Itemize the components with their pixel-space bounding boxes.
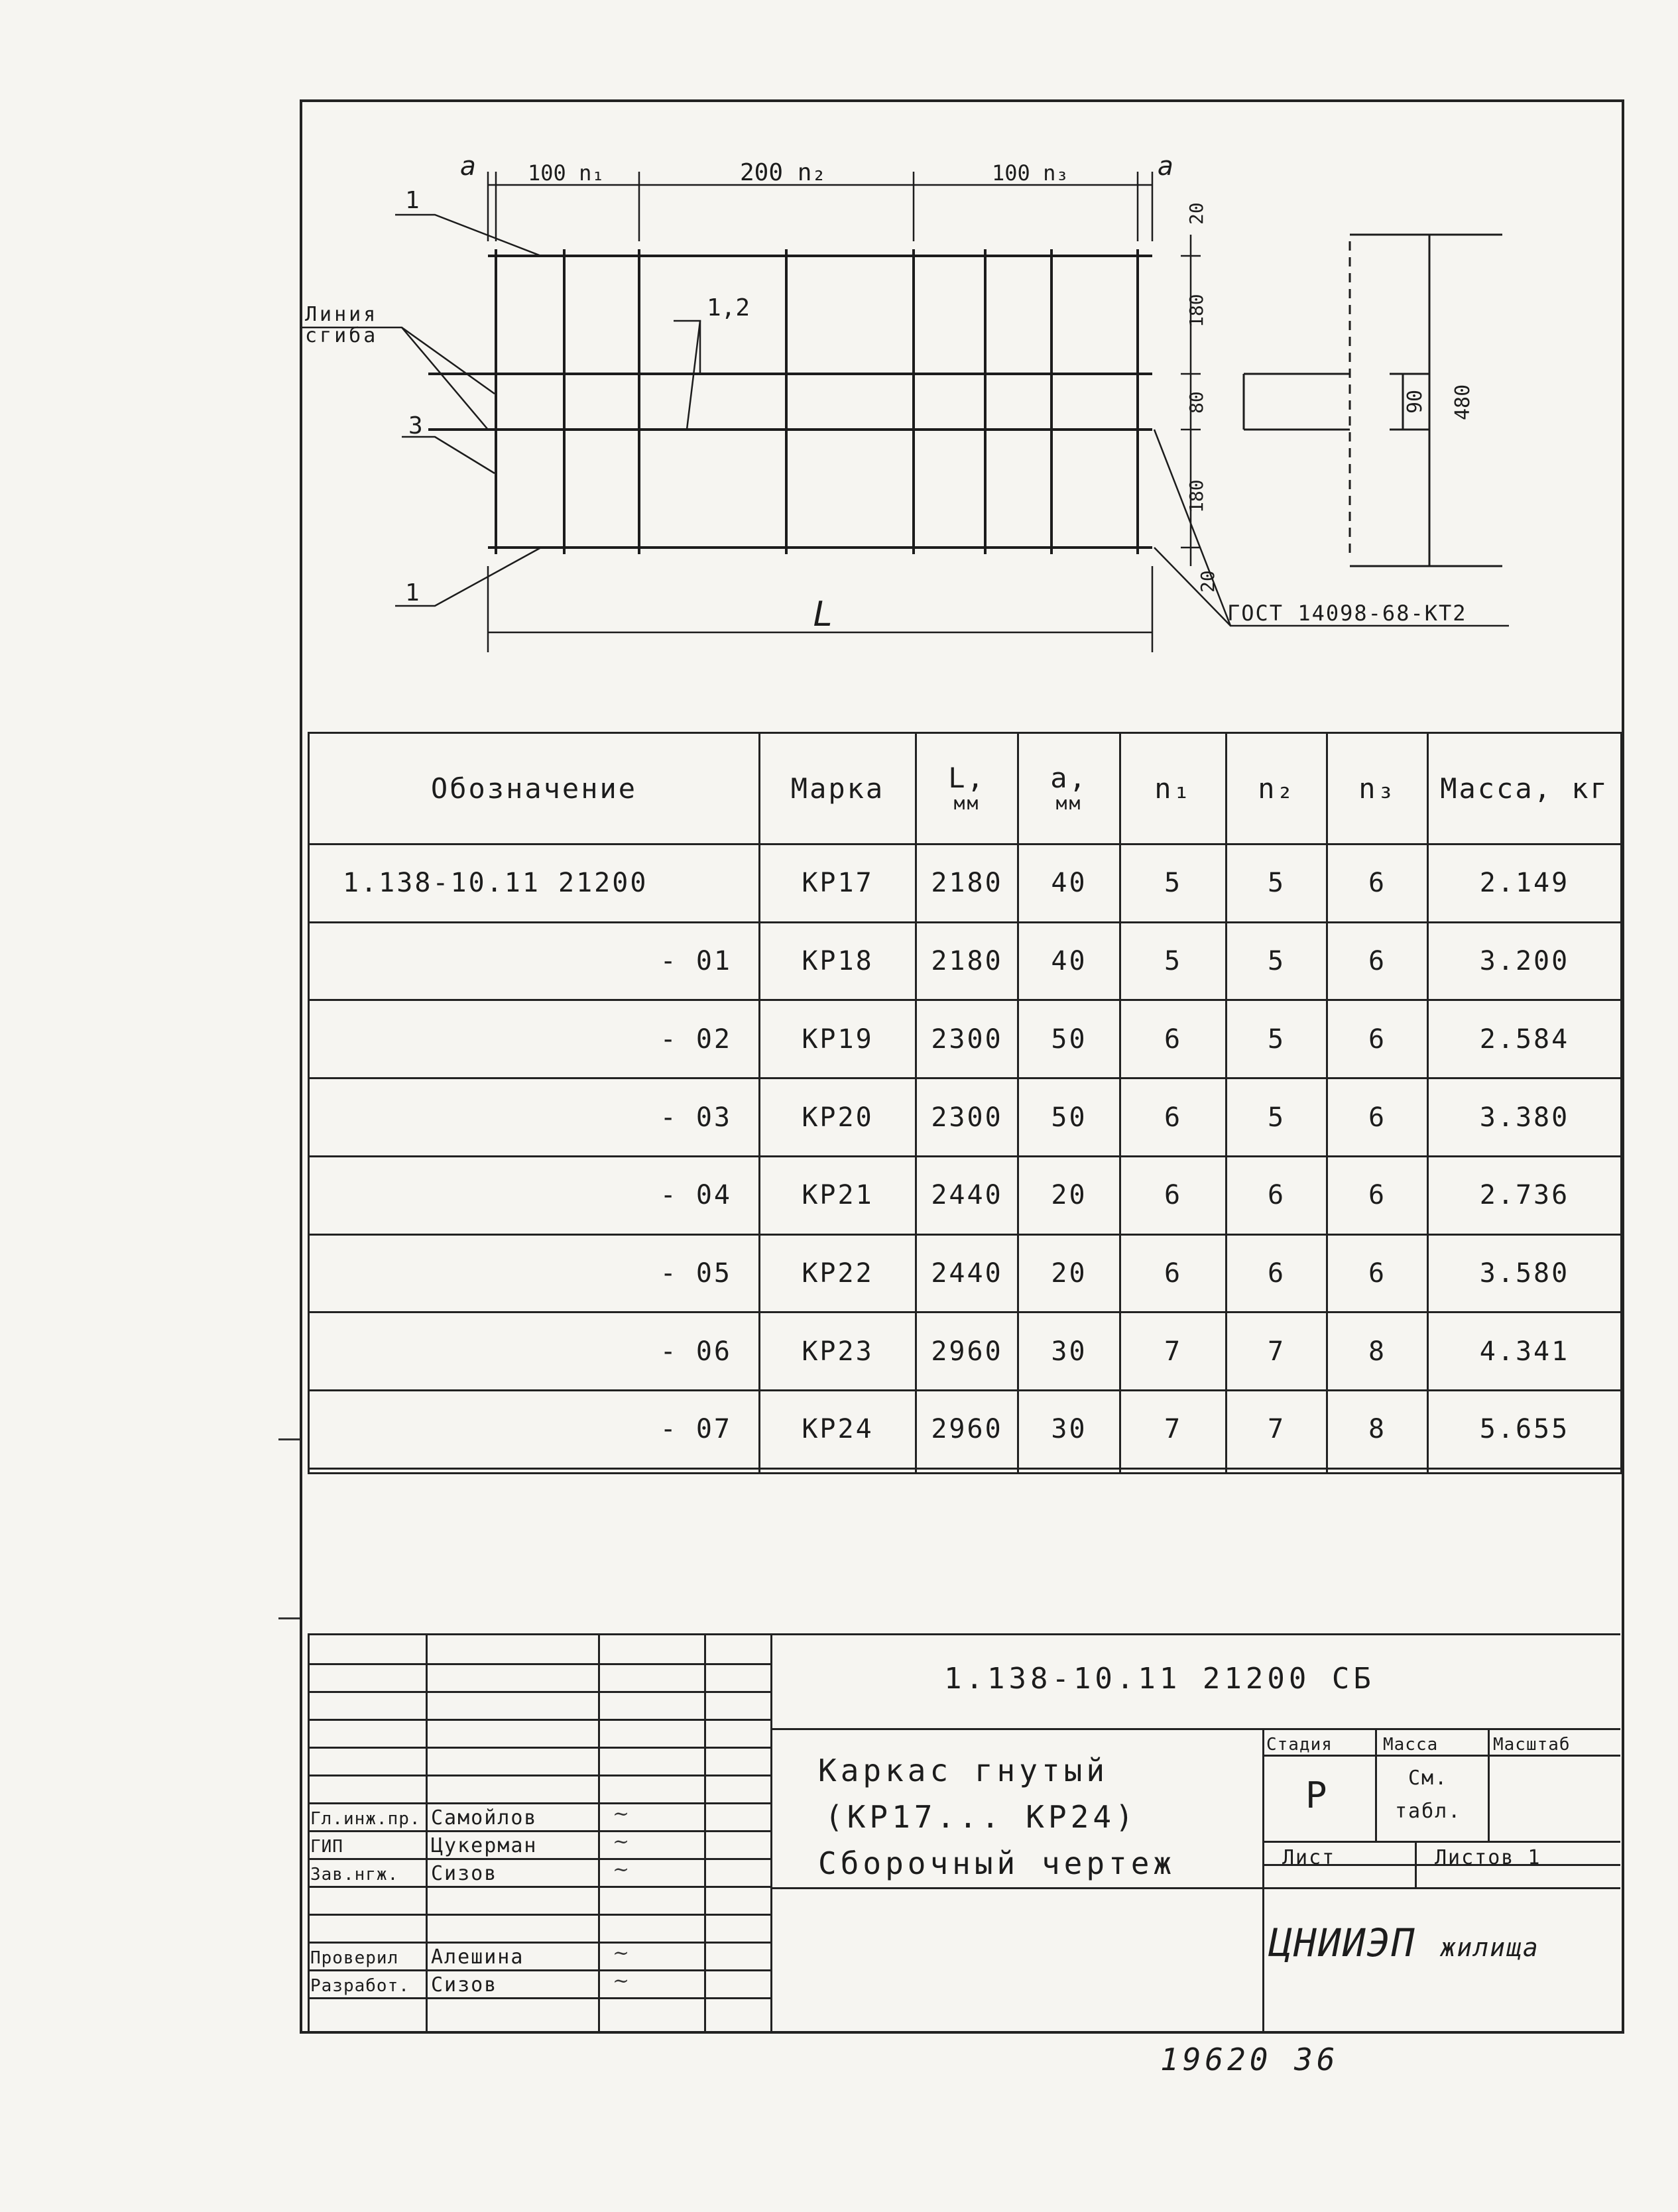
- role-head-eng: Зав.нгж.: [310, 1865, 399, 1885]
- name-gip: Цукерман: [431, 1834, 538, 1857]
- stage-value: Р: [1305, 1775, 1327, 1816]
- cell-n3: 6: [1327, 1234, 1428, 1312]
- name-developed: Сизов: [431, 1973, 498, 1997]
- callout-1-bottom: 1: [405, 579, 420, 607]
- cell-n2: 5: [1227, 1078, 1327, 1157]
- title-line-2: (КР17... КР24): [825, 1799, 1138, 1835]
- dim-a-right: a: [1158, 151, 1174, 182]
- cell-mark: КР23: [760, 1312, 916, 1391]
- table-header-row: [309, 733, 1622, 844]
- cell-mass: 3.380: [1428, 1078, 1622, 1157]
- cell-n1: 6: [1120, 1000, 1227, 1078]
- cell-a: 40: [1018, 922, 1120, 1000]
- sheet-label: Лист: [1282, 1846, 1336, 1869]
- sheets-label: Листов 1: [1435, 1846, 1541, 1869]
- blank-zone: [308, 1474, 1620, 1633]
- specification-table: [308, 732, 1622, 1474]
- role-developed: Разработ.: [310, 1976, 410, 1996]
- cell-n1: 5: [1120, 844, 1227, 923]
- dim-v20-top: 20: [1185, 202, 1207, 225]
- cell-n2: 6: [1227, 1234, 1327, 1312]
- cell-n3: 6: [1327, 1000, 1428, 1078]
- callout-1-2: 1,2: [707, 294, 750, 321]
- header-designation: Обозначение: [309, 733, 760, 844]
- cell-L: 2180: [916, 922, 1018, 1000]
- title-block: [308, 1633, 1620, 2033]
- cell-a: 30: [1018, 1312, 1120, 1391]
- cell-mark: КР19: [760, 1000, 916, 1078]
- archive-number: 19620 36: [1160, 2042, 1339, 2077]
- table-row: [309, 1000, 1622, 1078]
- cell-n1: 7: [1120, 1391, 1227, 1469]
- table-row: [309, 1156, 1622, 1234]
- cell-designation: - 07: [309, 1391, 760, 1469]
- callout-weld-standard: ГОСТ 14098-68-КТ2: [1227, 601, 1467, 626]
- cell-mark: КР17: [760, 844, 916, 923]
- cell-mark: КР18: [760, 922, 916, 1000]
- header-n1: n₁: [1120, 733, 1227, 844]
- name-chief-engineer: Самойлов: [431, 1806, 538, 1830]
- cell-mass: 3.580: [1428, 1234, 1622, 1312]
- dim-v80: 80: [1185, 391, 1207, 414]
- margin-tick: [278, 1438, 302, 1440]
- signature: ~: [613, 1830, 630, 1853]
- dim-v180-top: 180: [1185, 294, 1207, 327]
- cell-n2: 7: [1227, 1391, 1327, 1469]
- cell-a: 50: [1018, 1078, 1120, 1157]
- callout-3: 3: [408, 412, 423, 439]
- cell-n2: 5: [1227, 844, 1327, 923]
- document-code: 1.138-10.11 21200 СБ: [944, 1662, 1375, 1696]
- table-row: [309, 1391, 1622, 1469]
- header-L: L, мм: [916, 733, 1018, 844]
- frame-drawing-svg: [302, 102, 1627, 732]
- signature: ~: [613, 1942, 630, 1965]
- header-a: a, мм: [1018, 733, 1120, 844]
- cell-n3: 8: [1327, 1391, 1428, 1469]
- dim-v180-bottom: 180: [1185, 479, 1207, 513]
- callout-1-top: 1: [405, 187, 420, 214]
- table-row-empty: [309, 1468, 1622, 1473]
- cell-designation: - 06: [309, 1312, 760, 1391]
- signature: ~: [613, 1858, 630, 1881]
- table-row: [309, 844, 1622, 923]
- signature: ~: [613, 1802, 630, 1826]
- organization-name: ЦНИИЭП жилища: [1269, 1920, 1539, 1965]
- stage-label: Стадия: [1266, 1735, 1333, 1755]
- cell-mark: КР21: [760, 1156, 916, 1234]
- dim-a-left: a: [460, 151, 477, 182]
- cell-mass: 2.584: [1428, 1000, 1622, 1078]
- cell-mass: 2.149: [1428, 844, 1622, 923]
- cell-L: 2960: [916, 1391, 1018, 1469]
- callout-bend-line-2: сгиба: [305, 324, 379, 347]
- cell-a: 50: [1018, 1000, 1120, 1078]
- cell-designation: 1.138-10.11 21200: [309, 844, 760, 923]
- name-head-eng: Сизов: [431, 1862, 498, 1885]
- cell-mark: КР24: [760, 1391, 916, 1469]
- table-row: [309, 922, 1622, 1000]
- cell-n3: 6: [1327, 844, 1428, 923]
- cell-n1: 6: [1120, 1078, 1227, 1157]
- mass-value-2: табл.: [1395, 1800, 1462, 1823]
- dim-side-90: 90: [1404, 389, 1427, 414]
- cell-designation: - 01: [309, 922, 760, 1000]
- cell-n2: 6: [1227, 1156, 1327, 1234]
- cell-n1: 6: [1120, 1156, 1227, 1234]
- header-n2: n₂: [1227, 733, 1327, 844]
- callout-bend-line-1: Линия: [305, 303, 379, 326]
- dim-v20-bottom: 20: [1197, 570, 1219, 593]
- header-n3: n₃: [1327, 733, 1428, 844]
- cell-L: 2300: [916, 1000, 1018, 1078]
- dim-200-n2: 200 n₂: [740, 159, 827, 186]
- cell-a: 40: [1018, 844, 1120, 923]
- table-row: [309, 1078, 1622, 1157]
- cell-mass: 2.736: [1428, 1156, 1622, 1234]
- cell-L: 2440: [916, 1156, 1018, 1234]
- cell-n1: 6: [1120, 1234, 1227, 1312]
- mass-label: Масса: [1383, 1735, 1439, 1755]
- drawing-sheet: [300, 99, 1624, 2034]
- cell-L: 2180: [916, 844, 1018, 923]
- table-row: [309, 1234, 1622, 1312]
- header-mass: Масса, кг: [1428, 733, 1622, 844]
- dim-side-480: 480: [1451, 384, 1474, 420]
- cell-L: 2960: [916, 1312, 1018, 1391]
- cell-a: 20: [1018, 1234, 1120, 1312]
- signature: ~: [613, 1969, 630, 1993]
- dim-100-n3: 100 n₃: [992, 160, 1069, 186]
- cell-a: 30: [1018, 1391, 1120, 1469]
- cell-designation: - 05: [309, 1234, 760, 1312]
- cell-designation: - 04: [309, 1156, 760, 1234]
- cell-n3: 8: [1327, 1312, 1428, 1391]
- cell-mass: 3.200: [1428, 922, 1622, 1000]
- role-checked: Проверил: [310, 1948, 399, 1968]
- cell-n3: 6: [1327, 1156, 1428, 1234]
- cell-mass: 5.655: [1428, 1391, 1622, 1469]
- table-row: [309, 1312, 1622, 1391]
- title-line-3: Сборочный чертеж: [818, 1845, 1176, 1881]
- cell-mass: 4.341: [1428, 1312, 1622, 1391]
- cell-n1: 5: [1120, 922, 1227, 1000]
- title-line-1: Каркас гнутый: [818, 1753, 1109, 1788]
- cell-n2: 5: [1227, 922, 1327, 1000]
- cell-L: 2440: [916, 1234, 1018, 1312]
- role-chief-engineer: Гл.инж.пр.: [310, 1809, 421, 1829]
- role-gip: ГИП: [310, 1837, 343, 1857]
- name-checked: Алешина: [431, 1946, 524, 1969]
- cell-designation: - 03: [309, 1078, 760, 1157]
- cell-mark: КР20: [760, 1078, 916, 1157]
- margin-tick: [278, 1617, 302, 1619]
- cell-n2: 5: [1227, 1000, 1327, 1078]
- dim-100-n1: 100 n₁: [528, 160, 605, 186]
- cell-mark: КР22: [760, 1234, 916, 1312]
- cell-n3: 6: [1327, 922, 1428, 1000]
- cell-L: 2300: [916, 1078, 1018, 1157]
- cell-n3: 6: [1327, 1078, 1428, 1157]
- scale-label: Масштаб: [1493, 1735, 1571, 1755]
- cell-n2: 7: [1227, 1312, 1327, 1391]
- header-mark: Марка: [760, 733, 916, 844]
- dim-length-L: L: [813, 595, 834, 634]
- frame-drawing: [302, 102, 1627, 732]
- cell-n1: 7: [1120, 1312, 1227, 1391]
- cell-designation: - 02: [309, 1000, 760, 1078]
- cell-a: 20: [1018, 1156, 1120, 1234]
- mass-value-1: См.: [1408, 1767, 1449, 1790]
